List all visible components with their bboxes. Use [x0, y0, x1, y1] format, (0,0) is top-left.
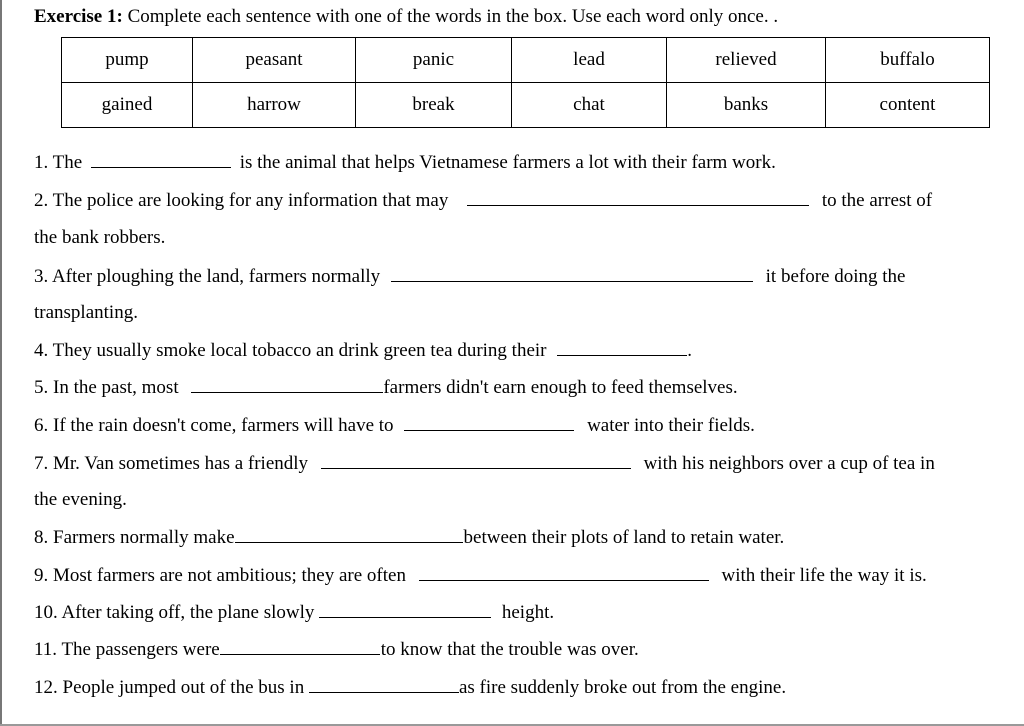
answer-blank[interactable] — [557, 339, 687, 356]
sentence-text: 6. If the rain doesn't come, farmers will have to — [34, 415, 394, 436]
sentence-text: farmers didn't earn enough to feed themselves. — [383, 377, 738, 398]
sentence-text: . — [687, 340, 692, 361]
exercise-heading — [34, 6, 778, 28]
answer-blank[interactable] — [220, 638, 380, 655]
sentence-text: is the animal that helps Vietnamese farmers a lot with their farm work. — [239, 152, 776, 173]
sentence-text: 12. People jumped out of the bus in — [34, 677, 305, 698]
sentence-2-continuation: the bank robbers. — [34, 227, 166, 248]
sentence-9 — [34, 564, 927, 587]
answer-blank[interactable] — [91, 151, 231, 168]
sentence-7-continuation: the evening. — [34, 489, 127, 510]
answer-blank[interactable] — [467, 189, 809, 206]
exercise-label: Exercise 1: — [34, 6, 123, 27]
word-box-table — [61, 37, 990, 128]
sentence-3 — [34, 265, 905, 288]
word-cell: break — [356, 83, 512, 128]
sentence-text: 3. After ploughing the land, farmers normally — [34, 266, 381, 287]
answer-blank[interactable] — [321, 452, 631, 469]
word-box-row — [62, 83, 990, 128]
sentence-3-continuation: transplanting. — [34, 302, 138, 323]
word-cell: panic — [356, 38, 512, 83]
sentence-1 — [34, 151, 776, 174]
sentence-text: between their plots of land to retain water. — [463, 527, 785, 548]
sentence-text: 8. Farmers normally make — [34, 527, 235, 548]
answer-blank[interactable] — [191, 376, 383, 393]
sentence-text: to know that the trouble was over. — [380, 639, 639, 660]
sentence-5 — [34, 376, 738, 399]
sentence-text: 7. Mr. Van sometimes has a friendly — [34, 453, 309, 474]
answer-blank[interactable] — [404, 414, 574, 431]
word-cell: peasant — [193, 38, 356, 83]
sentence-text: 2. The police are looking for any information that may — [34, 190, 449, 211]
word-cell: harrow — [193, 83, 356, 128]
answer-blank[interactable] — [309, 676, 459, 693]
answer-blank[interactable] — [235, 526, 463, 543]
word-cell: chat — [512, 83, 667, 128]
word-cell: content — [826, 83, 990, 128]
sentence-text: as fire suddenly broke out from the engine. — [458, 677, 787, 698]
sentence-4 — [34, 339, 692, 362]
sentence-10 — [34, 601, 554, 624]
word-cell: banks — [667, 83, 826, 128]
sentence-text: water into their fields. — [587, 415, 755, 436]
word-cell: pump — [62, 38, 193, 83]
sentence-text: 1. The — [34, 152, 83, 173]
answer-blank[interactable] — [419, 564, 709, 581]
sentence-7 — [34, 452, 935, 475]
sentence-text: 4. They usually smoke local tobacco an drink green tea during their — [34, 340, 547, 361]
sentence-text: it before doing the — [765, 266, 906, 287]
exercise-instruction: Complete each sentence with one of the words in the box. Use each word only once. . — [127, 6, 779, 27]
answer-blank[interactable] — [319, 601, 491, 618]
sentence-text: 5. In the past, most — [34, 377, 179, 398]
answer-blank[interactable] — [391, 265, 753, 282]
word-box-row — [62, 38, 990, 83]
word-cell: buffalo — [826, 38, 990, 83]
sentence-6 — [34, 414, 755, 437]
sentence-text: height. — [501, 602, 555, 623]
word-cell: lead — [512, 38, 667, 83]
sentence-8 — [34, 526, 784, 549]
word-cell: gained — [62, 83, 193, 128]
sentence-text: 10. After taking off, the plane slowly — [34, 602, 315, 623]
sentence-text: to the arrest of — [821, 190, 933, 211]
sentence-2 — [34, 189, 932, 212]
sentence-text: with their life the way it is. — [721, 565, 927, 586]
sentence-text: 11. The passengers were — [34, 639, 220, 660]
sentence-text: 9. Most farmers are not ambitious; they are often — [34, 565, 406, 586]
sentence-11 — [34, 638, 639, 661]
word-cell: relieved — [667, 38, 826, 83]
sentence-12 — [34, 676, 786, 699]
sentence-text: with his neighbors over a cup of tea in — [643, 453, 935, 474]
page-left-border — [0, 0, 2, 726]
